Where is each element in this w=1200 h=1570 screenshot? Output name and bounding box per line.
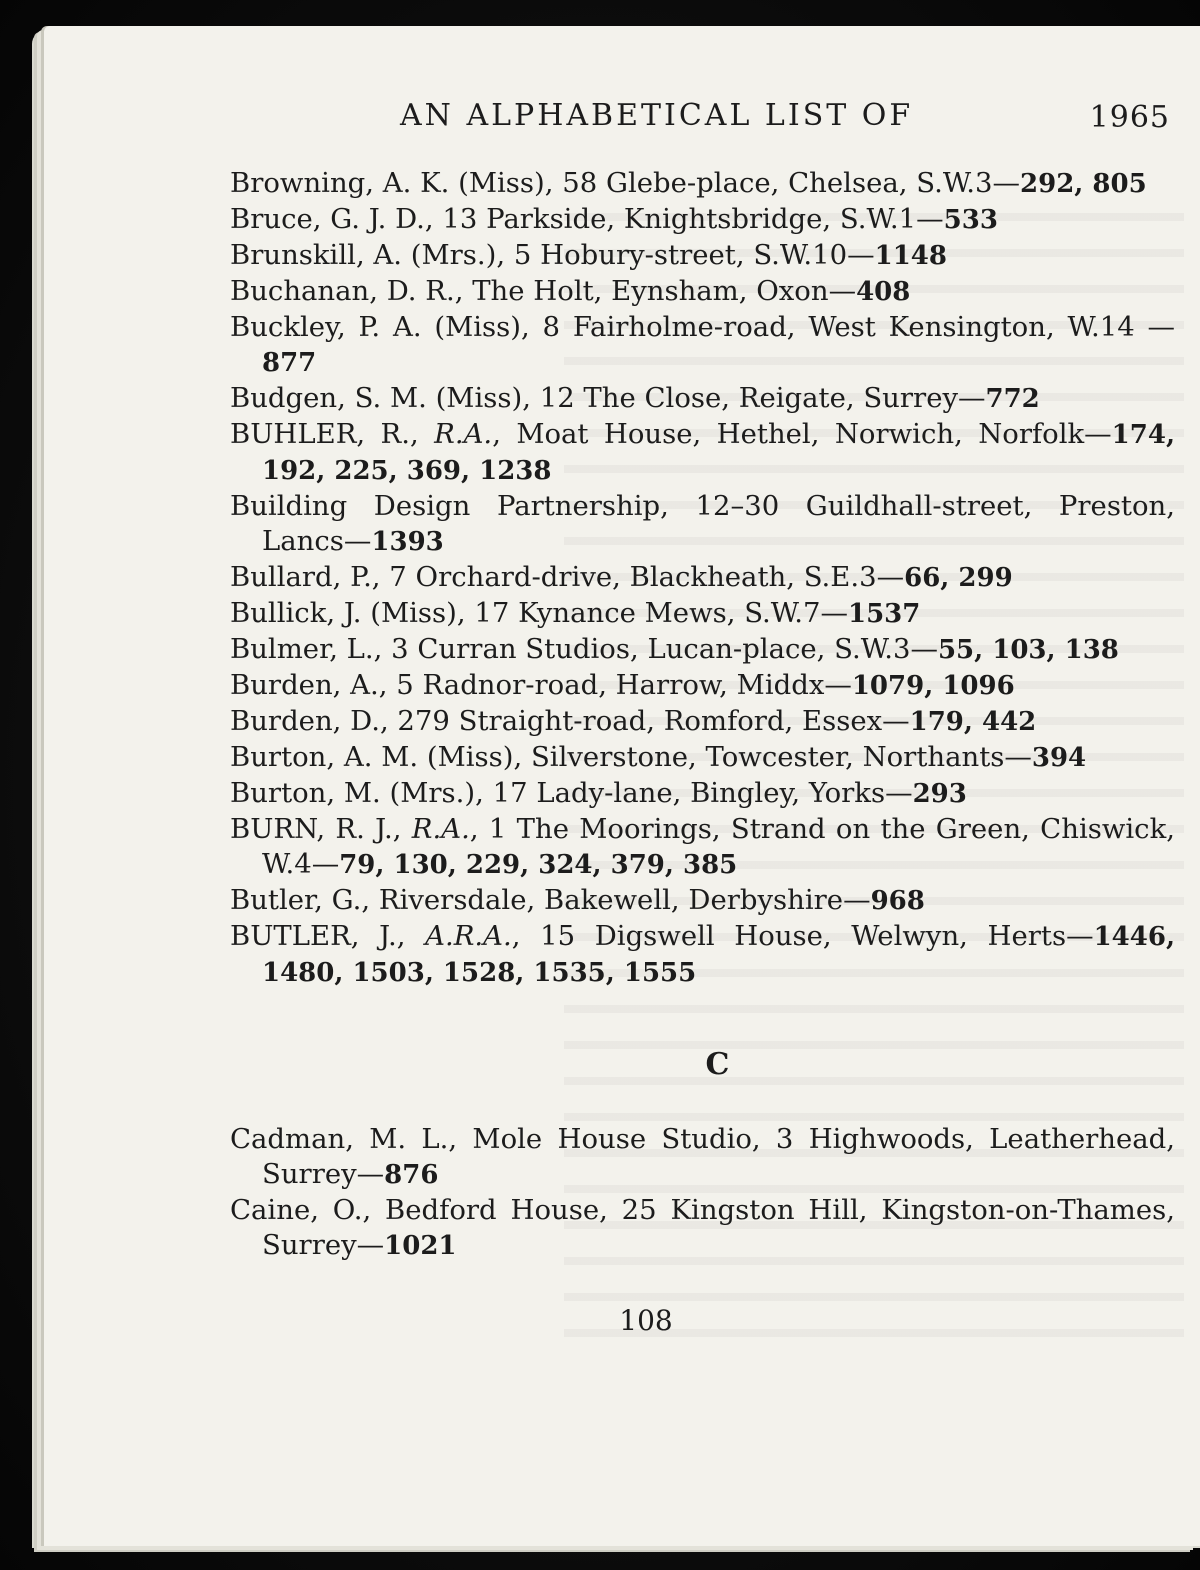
entry-catalogue-numbers: 66, 299	[904, 563, 1013, 593]
entry-name: Bullard, P., 7 Orchard-drive, Blackheath, S.E.3	[230, 561, 877, 593]
entry-dash: —	[885, 777, 913, 809]
entry-dash: —	[916, 203, 944, 235]
entry-name: Bullick, J. (Miss), 17 Kynance Mews, S.W.7	[230, 597, 821, 629]
list-entry	[230, 166, 1175, 202]
entry-dash: —	[311, 848, 340, 880]
list-entry	[230, 1122, 1175, 1193]
running-head-number: 1965	[1089, 100, 1170, 135]
entry-dash: —	[820, 597, 848, 629]
entry-dash: —	[343, 525, 372, 557]
entry-address: , 15 Digswell House, Welwyn, Herts	[511, 920, 1067, 952]
entry-qualifier: R.A.	[411, 813, 470, 845]
entry-address: , 1 The Moorings, Strand on the Green, Chiswick, W.4	[262, 813, 1175, 880]
entry-catalogue-numbers: 179, 442	[909, 707, 1037, 737]
list-entry	[230, 1193, 1175, 1264]
entries-section-b	[230, 166, 1175, 991]
entry-name: Browning, A. K. (Miss), 58 Glebe-place, Chelsea, S.W.3	[230, 167, 993, 199]
list-entry	[230, 381, 1175, 417]
list-entry	[230, 883, 1175, 919]
entry-name: Butler, G., Riversdale, Bakewell, Derbyshire	[230, 884, 844, 916]
entry-catalogue-numbers: 1021	[384, 1231, 457, 1261]
entry-name: Buchanan, D. R., The Holt, Eynsham, Oxon	[230, 275, 829, 307]
entry-address: , Moat House, Hethel, Norwich, Norfolk	[492, 418, 1085, 450]
list-entry	[230, 740, 1175, 776]
entries-section-c	[230, 1122, 1175, 1264]
page-folio: 108	[619, 1304, 673, 1337]
list-entry	[230, 632, 1175, 668]
entry-name: Budgen, S. M. (Miss), 12 The Close, Reigate, Surrey	[230, 382, 958, 414]
list-entry	[230, 238, 1175, 274]
entry-dash: —	[882, 705, 910, 737]
list-entry	[230, 776, 1175, 812]
entry-name: Cadman, M. L., Mole House Studio, 3 Highwoods, Leatherhead, Surrey	[230, 1123, 1175, 1190]
entry-dash: —	[1066, 920, 1094, 952]
list-entry	[230, 417, 1175, 489]
entry-catalogue-numbers: 55, 103, 138	[937, 635, 1119, 665]
entry-name: Burton, M. (Mrs.), 17 Lady-lane, Bingley, Yorks	[230, 777, 886, 809]
entry-dash: —	[992, 167, 1021, 199]
entry-dash: —	[958, 382, 986, 414]
entry-dash: —	[843, 884, 871, 916]
running-head	[400, 98, 1170, 138]
entry-name: Brunskill, A. (Mrs.), 5 Hobury-street, S.W.10	[230, 239, 848, 271]
list-entry	[230, 274, 1175, 310]
entry-catalogue-numbers: 876	[384, 1160, 439, 1190]
entry-name: BUTLER, J.,	[230, 920, 426, 952]
list-entry	[230, 560, 1175, 596]
list-entry	[230, 668, 1175, 704]
entry-dash: —	[910, 633, 938, 665]
entry-catalogue-numbers: 1393	[371, 527, 444, 557]
entry-name: Buckley, P. A. (Miss), 8 Fairholme-road, West Kensington, W.14	[230, 311, 1148, 343]
entry-list	[230, 166, 1175, 1264]
entry-name: Burton, A. M. (Miss), Silverstone, Towcester, Northants	[230, 741, 1005, 773]
running-head-title: AN ALPHABETICAL LIST OF	[400, 98, 914, 133]
entry-dash: —	[1004, 741, 1032, 773]
entry-dash: —	[1084, 418, 1112, 450]
entry-name: Bulmer, L., 3 Curran Studios, Lucan-place, S.W.3	[230, 633, 911, 665]
entry-dash: —	[876, 561, 905, 593]
entry-name: Bruce, G. J. D., 13 Parkside, Knightsbridge, S.W.1	[230, 203, 917, 235]
list-entry	[230, 596, 1175, 632]
list-entry	[230, 489, 1175, 560]
entry-dash: —	[847, 239, 875, 271]
entry-name: BURN, R. J.,	[230, 813, 412, 845]
entry-catalogue-numbers: 772	[985, 384, 1040, 414]
entry-catalogue-numbers: 408	[856, 277, 911, 307]
entry-catalogue-numbers: 1537	[848, 599, 921, 629]
entry-catalogue-numbers: 1148	[874, 241, 947, 271]
list-entry	[230, 704, 1175, 740]
entry-catalogue-numbers: 394	[1031, 743, 1087, 773]
page-content	[44, 26, 1200, 1546]
list-entry	[230, 310, 1175, 381]
entry-dash: —	[828, 275, 857, 307]
entry-dash: —	[824, 669, 852, 701]
entry-catalogue-numbers: 533	[943, 205, 998, 235]
entry-name: Building Design Partnership, 12–30 Guildhall-street, Preston, Lancs	[230, 490, 1175, 557]
entry-catalogue-numbers: 79, 130, 229, 324, 379, 385	[339, 850, 738, 880]
entry-dash: —	[356, 1158, 385, 1190]
entry-dash: —	[1147, 311, 1175, 343]
entry-catalogue-numbers: 293	[912, 779, 967, 809]
entry-catalogue-numbers: 292, 805	[1020, 169, 1147, 199]
entry-catalogue-numbers: 1079, 1096	[851, 671, 1015, 701]
section-letter: C	[705, 1047, 730, 1082]
book-page	[44, 26, 1200, 1546]
entry-catalogue-numbers: 174, 192, 225, 369, 1238	[262, 420, 1175, 486]
entry-name: Caine, O., Bedford House, 25 Kingston Hill, Kingston-on-Thames, Surrey	[230, 1194, 1175, 1261]
entry-catalogue-numbers: 1446, 1480, 1503, 1528, 1535, 1555	[262, 922, 1175, 988]
list-entry	[230, 919, 1175, 991]
entry-catalogue-numbers: 877	[262, 348, 317, 378]
entry-catalogue-numbers: 968	[870, 886, 925, 916]
entry-name: Burden, D., 279 Straight-road, Romford, Essex	[230, 705, 883, 737]
entry-qualifier: A.R.A.	[425, 920, 512, 952]
list-entry	[230, 202, 1175, 238]
entry-name: BUHLER, R.,	[230, 418, 435, 450]
entry-dash: —	[356, 1229, 385, 1261]
entry-name: Burden, A., 5 Radnor-road, Harrow, Middx	[230, 669, 825, 701]
entry-qualifier: R.A.	[434, 418, 493, 450]
list-entry	[230, 812, 1175, 883]
